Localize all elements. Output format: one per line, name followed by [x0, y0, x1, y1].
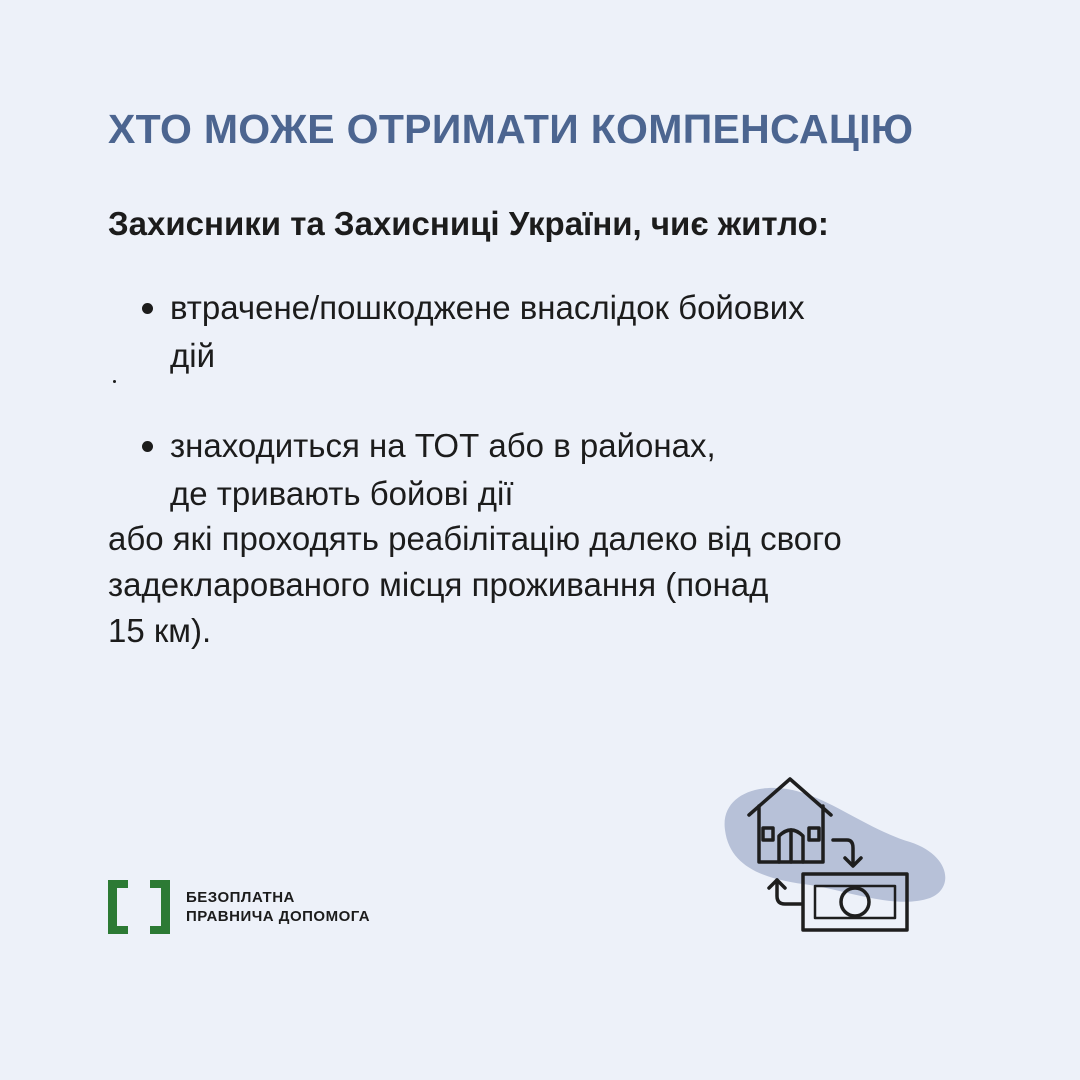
compensation-illustration: [715, 770, 955, 940]
bullet-icon: [142, 303, 153, 314]
arrow-left-up-icon: [769, 880, 801, 904]
logo-left-bracket-icon: [108, 880, 128, 934]
subtitle: Захисники та Захисниці України, чиє житло:: [108, 205, 829, 242]
logo-line: БЕЗОПЛАТНА: [186, 889, 295, 906]
list-item-line: знаходиться на ТОТ або в районах,: [170, 427, 716, 464]
paragraph-line: 15 км).: [108, 612, 212, 649]
criteria-list: [140, 284, 960, 518]
logo-right-bracket-icon: [150, 880, 170, 934]
stray-dot: [113, 380, 116, 383]
page-title: ХТО МОЖЕ ОТРИМАТИ КОМПЕНСАЦІЮ: [108, 106, 914, 152]
paragraph-line: задекларованого місця проживання (понад: [108, 566, 769, 603]
paragraph-line: або які проходять реабілітацію далеко від свого: [108, 520, 842, 557]
list-item-line: дій: [170, 337, 216, 374]
rehabilitation-paragraph: [108, 516, 978, 654]
list-item: [140, 422, 960, 518]
logo-line: ПРАВНИЧА ДОПОМОГА: [186, 908, 371, 925]
bullet-icon: [142, 441, 153, 452]
logo-text: [186, 888, 370, 926]
list-item-line: де тривають бойові дії: [170, 475, 514, 512]
list-item-line: втрачене/пошкоджене внаслідок бойових: [170, 289, 805, 326]
list-item: [140, 284, 960, 380]
